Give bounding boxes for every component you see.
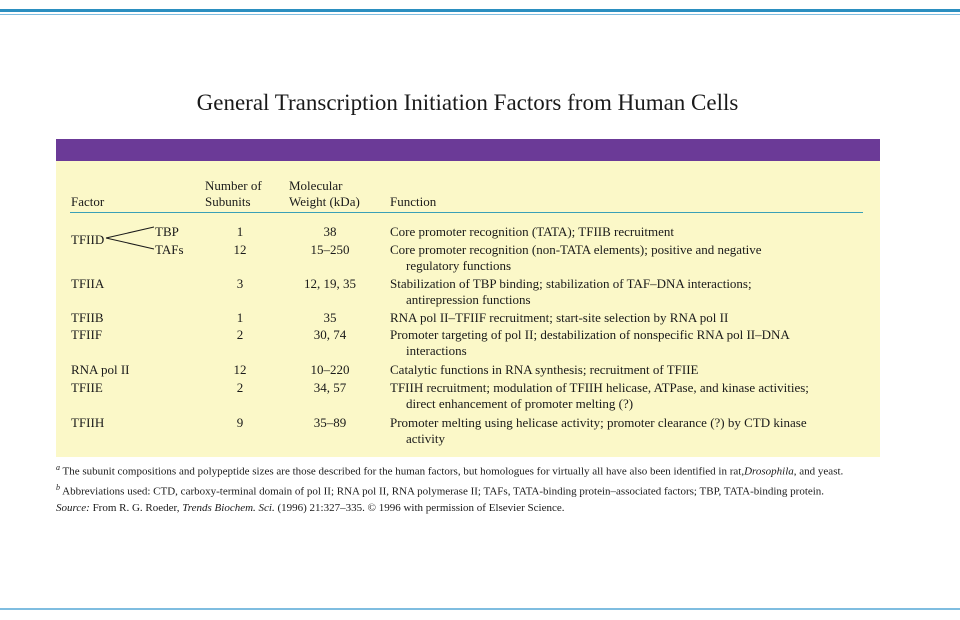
header-factor: Factor <box>71 194 105 209</box>
function-cell: Stabilization of TBP binding; stabilization of TAF–DNA interactions; antirepression functions <box>390 276 752 307</box>
subunits-cell: 12 <box>233 362 247 377</box>
table-header-band <box>56 139 880 161</box>
factor-tfiid: TFIID <box>71 232 105 247</box>
subunits-cell: 3 <box>236 276 244 291</box>
mw-cell: 34, 57 <box>313 380 347 395</box>
subfactor-tbp: TBP <box>155 224 179 239</box>
top-rule-thin <box>0 14 960 15</box>
function-cell: RNA pol II–TFIIF recruitment; start-site selection by RNA pol II <box>390 310 729 325</box>
function-cell: Promoter targeting of pol II; destabilization of nonspecific RNA pol II–DNA interactions <box>390 327 790 358</box>
function-cell: Catalytic functions in RNA synthesis; recruitment of TFIIE <box>390 362 699 377</box>
mw-cell: 12, 19, 35 <box>304 276 356 291</box>
factor-tfiih: TFIIH <box>71 415 105 430</box>
function-cell: Core promoter recognition (TATA); TFIIB recruitment <box>390 224 674 239</box>
factor-tfiif: TFIIF <box>71 327 103 342</box>
source-note: Source: From R. G. Roeder, Trends Biochem. Sci. (1996) 21:327–335. © 1996 with permission of Elsevier Science. <box>56 502 565 515</box>
header-function: Function <box>390 194 437 209</box>
header-subunits-line1: Number of <box>205 178 262 193</box>
subunits-cell: 12 <box>233 242 247 257</box>
header-subunits-line2: Subunits <box>205 194 251 209</box>
factor-tfiib: TFIIB <box>71 310 104 325</box>
factor-tfiia: TFIIA <box>71 276 105 291</box>
subunits-cell: 9 <box>236 415 244 430</box>
page-title: General Transcription Initiation Factors from Human Cells <box>196 90 739 115</box>
function-cell: Core promoter recognition (non-TATA elements); positive and negative regulatory functions <box>390 242 762 273</box>
mw-cell: 35–89 <box>313 415 347 430</box>
footnote-a: $^a$ The subunit compositions and polypeptide sizes are those described for the human factors, but homologues for virtually all have also been identified in rat,Drosophila, and yeast. <box>56 463 844 478</box>
subunits-cell: 1 <box>236 310 244 325</box>
function-cell: Promoter melting using helicase activity; promoter clearance (?) by CTD kinase activity <box>390 415 807 446</box>
header-mw-line2: Weight (kDa) <box>289 194 360 209</box>
top-rule <box>0 9 960 12</box>
footnotes <box>56 461 886 518</box>
mw-cell: 30, 74 <box>313 327 347 342</box>
factor-tfiie: TFIIE <box>71 380 103 395</box>
bottom-rule <box>0 608 960 610</box>
mw-cell: 10–220 <box>310 362 350 377</box>
header-rule <box>70 212 863 213</box>
mw-cell: 35 <box>323 310 337 325</box>
footnote-b: $^b$ Abbreviations used: CTD, carboxy-terminal domain of pol II; RNA pol II, RNA polymerase II; TAFs, TATA-binding protein–associated factors; TBP, TATA-binding protein. <box>56 483 825 498</box>
header-mw-line1: Molecular <box>289 178 343 193</box>
subunits-cell: 2 <box>236 327 244 342</box>
tfiid-bracket-icon <box>104 224 156 252</box>
factor-rna-pol-ii: RNA pol II <box>71 362 130 377</box>
subunits-cell: 2 <box>236 380 244 395</box>
table-panel <box>56 161 880 457</box>
mw-cell: 15–250 <box>310 242 350 257</box>
function-cell: TFIIH recruitment; modulation of TFIIH helicase, ATPase, and kinase activities; direct enhancement of promoter melting (?) <box>390 380 809 411</box>
mw-cell: 38 <box>323 224 337 239</box>
subunits-cell: 1 <box>236 224 244 239</box>
subfactor-tafs: TAFs <box>155 242 184 257</box>
